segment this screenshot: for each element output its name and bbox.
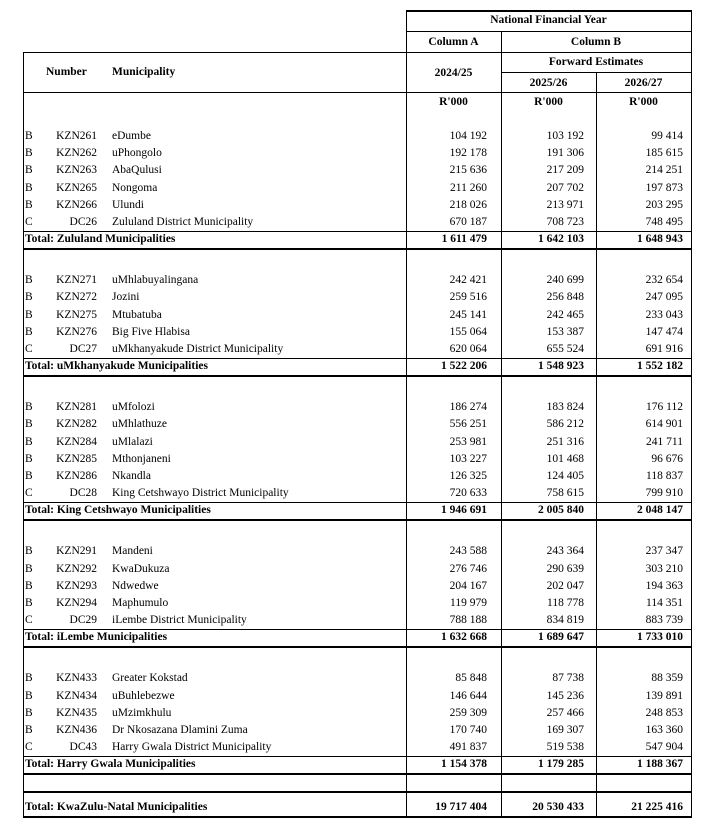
row-value-2025-26: 251 316	[546, 435, 584, 448]
row-value-2026-27: 799 910	[645, 487, 683, 500]
row-value-2024-25: 186 274	[449, 401, 487, 414]
row-municipality: uMhlabuyalingana	[112, 274, 199, 287]
row-municipality: uBuhlebezwe	[112, 689, 175, 702]
row-municipality: eDumbe	[112, 130, 151, 142]
row-value-2025-26: 242 465	[546, 308, 584, 321]
row-value-2024-25: 556 251	[449, 418, 487, 431]
table-right-border	[691, 10, 692, 817]
row-value-2026-27: 303 210	[645, 562, 683, 575]
column-b2-left-border	[596, 72, 597, 817]
row-code: KZN261	[56, 130, 97, 142]
row-value-2025-26: 145 236	[546, 689, 584, 702]
row-value-2025-26: 257 466	[546, 706, 584, 719]
row-code: KZN436	[56, 724, 97, 736]
row-value-2026-27: 147 474	[645, 325, 683, 338]
row-value-2025-26: 217 209	[546, 164, 584, 177]
row-value-2026-27: 114 351	[646, 597, 683, 609]
unit-col-b2: R'000	[629, 96, 658, 108]
row-category: B	[25, 418, 33, 431]
row-value-2025-26: 183 824	[546, 401, 584, 414]
row-category: B	[25, 706, 33, 719]
row-value-2024-25: 155 064	[449, 325, 487, 338]
section-total-2026-27: 1 648 943	[637, 233, 683, 246]
row-value-2025-26: 103 192	[546, 130, 584, 142]
row-value-2024-25: 85 848	[455, 672, 487, 685]
row-value-2024-25: 211 260	[450, 181, 487, 194]
row-municipality: uMhlathuze	[112, 418, 167, 431]
column-b-left-border	[501, 31, 502, 817]
grand-total-top-rule	[23, 791, 692, 793]
row-value-2024-25: 720 633	[449, 487, 487, 500]
section-total-label: Total: Zululand Municipalities	[25, 233, 176, 246]
row-municipality: Big Five Hlabisa	[112, 325, 190, 338]
section-total-2025-26: 1 689 647	[538, 631, 584, 644]
row-value-2026-27: 203 295	[645, 198, 683, 211]
row-code: KZN285	[56, 452, 97, 465]
row-code: DC27	[69, 343, 97, 355]
grand-total-2026-27: 21 225 416	[631, 801, 683, 814]
section-total-2025-26: 2 005 840	[538, 504, 584, 517]
row-category: B	[25, 672, 33, 685]
row-category: B	[25, 274, 33, 287]
row-municipality: Maphumulo	[112, 597, 169, 609]
row-value-2026-27: 547 904	[645, 741, 683, 754]
row-category: B	[25, 308, 33, 321]
row-value-2026-27: 247 095	[645, 291, 683, 304]
group-title: National Financial Year	[490, 14, 607, 26]
row-municipality: uMkhanyakude District Municipality	[112, 343, 284, 355]
row-municipality: uMzimkhulu	[112, 706, 172, 719]
row-value-2025-26: 87 738	[552, 672, 584, 685]
row-municipality: Zululand District Municipality	[112, 216, 254, 228]
row-code: KZN294	[56, 597, 97, 609]
row-value-2026-27: 748 495	[645, 216, 683, 228]
grand-total-2025-26: 20 530 433	[532, 801, 584, 814]
row-value-2025-26: 191 306	[546, 147, 584, 160]
row-category: B	[25, 470, 33, 482]
row-code: KZN276	[56, 325, 97, 338]
municipality-header: Municipality	[112, 66, 176, 78]
row-code: KZN293	[56, 579, 97, 592]
row-value-2026-27: 88 359	[651, 672, 683, 685]
unit-col-b1: R'000	[534, 96, 563, 108]
row-value-2025-26: 758 615	[546, 487, 584, 500]
row-municipality: KwaDukuza	[112, 562, 170, 575]
row-value-2024-25: 253 981	[449, 435, 487, 448]
year-2026-27: 2026/27	[624, 77, 663, 89]
row-value-2026-27: 185 615	[645, 147, 683, 160]
row-value-2024-25: 259 309	[449, 706, 487, 719]
row-category: B	[25, 435, 33, 448]
row-value-2026-27: 96 676	[651, 452, 683, 465]
row-code: KZN263	[56, 164, 97, 177]
row-value-2025-26: 256 848	[546, 291, 584, 304]
header-top-rule	[406, 10, 692, 12]
row-value-2026-27: 232 654	[645, 274, 683, 287]
row-value-2024-25: 242 421	[449, 274, 487, 287]
grand-total-label: Total: KwaZulu-Natal Municipalities	[25, 801, 208, 814]
row-value-2024-25: 670 187	[449, 216, 487, 228]
row-municipality: Jozini	[112, 291, 140, 304]
section-total-label: Total: uMkhanyakude Municipalities	[25, 360, 208, 373]
row-code: DC43	[69, 741, 97, 754]
column-b-label: Column B	[570, 36, 622, 48]
column-a-label: Column A	[428, 36, 479, 48]
row-code: KZN291	[56, 545, 97, 558]
row-municipality: uPhongolo	[112, 147, 162, 160]
row-value-2025-26: 655 524	[546, 343, 584, 355]
year-2024-25: 2024/25	[434, 67, 473, 79]
row-value-2025-26: 834 819	[546, 614, 584, 627]
row-category: B	[25, 147, 33, 160]
table-left-border	[23, 52, 24, 817]
row-value-2025-26: 290 639	[546, 562, 584, 575]
row-municipality: AbaQulusi	[112, 164, 162, 177]
section-total-label: Total: King Cetshwayo Municipalities	[25, 504, 211, 517]
row-code: KZN281	[56, 401, 97, 414]
row-municipality: Ndwedwe	[112, 579, 159, 592]
row-code: DC26	[69, 216, 97, 228]
row-value-2024-25: 276 746	[449, 562, 487, 575]
row-value-2026-27: 214 251	[645, 164, 683, 177]
row-code: KZN434	[56, 689, 97, 702]
row-value-2026-27: 197 873	[645, 181, 683, 194]
row-value-2024-25: 126 325	[449, 470, 487, 482]
row-value-2025-26: 101 468	[546, 452, 584, 465]
row-category: C	[25, 216, 33, 228]
row-value-2024-25: 245 141	[449, 308, 487, 321]
row-value-2024-25: 259 516	[449, 291, 487, 304]
row-value-2024-25: 218 026	[449, 198, 487, 211]
row-code: KZN262	[56, 147, 97, 160]
row-municipality: Harry Gwala District Municipality	[112, 741, 272, 754]
row-value-2026-27: 248 853	[645, 706, 683, 719]
section-total-2025-26: 1 642 103	[538, 233, 584, 246]
header-rule-1	[406, 31, 692, 32]
row-category: B	[25, 325, 33, 338]
row-value-2026-27: 176 112	[646, 401, 683, 414]
row-value-2024-25: 620 064	[449, 343, 487, 355]
row-municipality: Ulundi	[112, 198, 144, 211]
section-total-2024-25: 1 632 668	[441, 631, 487, 644]
row-value-2026-27: 691 916	[645, 343, 683, 355]
row-code: KZN435	[56, 706, 97, 719]
row-value-2024-25: 192 178	[449, 147, 487, 160]
row-category: C	[25, 741, 33, 754]
header-rule-2	[23, 52, 692, 53]
section-total-2024-25: 1 522 206	[441, 360, 487, 373]
row-municipality: Dr Nkosazana Dlamini Zuma	[112, 724, 248, 736]
section-total-bottom-rule	[23, 773, 692, 775]
section-total-label: Total: iLembe Municipalities	[25, 631, 168, 644]
section-total-2024-25: 1 154 378	[441, 758, 487, 771]
unit-col-a: R'000	[439, 96, 468, 108]
row-category: C	[25, 343, 33, 355]
row-municipality: Greater Kokstad	[112, 672, 188, 685]
row-value-2025-26: 118 778	[547, 597, 584, 609]
row-category: B	[25, 181, 33, 194]
row-value-2024-25: 103 227	[449, 452, 487, 465]
row-value-2026-27: 139 891	[645, 689, 683, 702]
row-code: KZN284	[56, 435, 97, 448]
row-code: KZN292	[56, 562, 97, 575]
row-value-2026-27: 233 043	[645, 308, 683, 321]
row-category: B	[25, 724, 33, 736]
row-category: B	[25, 597, 33, 609]
row-municipality: King Cetshwayo District Municipality	[112, 487, 289, 500]
row-category: B	[25, 401, 33, 414]
row-code: KZN266	[56, 198, 97, 211]
row-value-2024-25: 243 588	[449, 545, 487, 558]
section-total-2024-25: 1 611 479	[441, 233, 487, 246]
row-municipality: uMfolozi	[112, 401, 155, 414]
row-value-2026-27: 614 901	[645, 418, 683, 431]
row-value-2024-25: 491 837	[449, 741, 487, 754]
row-municipality: Mtubatuba	[112, 308, 162, 321]
row-code: KZN275	[56, 308, 97, 321]
row-code: DC28	[69, 487, 97, 500]
row-value-2026-27: 194 363	[645, 579, 683, 592]
row-value-2026-27: 241 711	[646, 435, 683, 448]
row-value-2025-26: 124 405	[546, 470, 584, 482]
number-header: Number	[46, 66, 87, 78]
row-value-2025-26: 213 971	[546, 198, 584, 211]
section-total-bottom-rule	[23, 248, 692, 250]
row-value-2024-25: 146 644	[449, 689, 487, 702]
year-2025-26: 2025/26	[529, 77, 568, 89]
row-category: B	[25, 689, 33, 702]
row-category: B	[25, 291, 33, 304]
row-value-2026-27: 163 360	[645, 724, 683, 736]
row-value-2025-26: 708 723	[546, 216, 584, 228]
section-total-bottom-rule	[23, 646, 692, 648]
row-value-2024-25: 204 167	[449, 579, 487, 592]
row-value-2026-27: 99 414	[651, 130, 683, 142]
row-code: KZN282	[56, 418, 97, 431]
row-category: C	[25, 487, 33, 500]
row-municipality: uMlalazi	[112, 435, 153, 448]
row-category: B	[25, 452, 33, 465]
section-total-2026-27: 1 188 367	[637, 758, 683, 771]
row-code: KZN433	[56, 672, 97, 685]
row-category: B	[25, 164, 33, 177]
header-rule-4	[23, 92, 692, 93]
row-category: B	[25, 562, 33, 575]
row-value-2025-26: 586 212	[546, 418, 584, 431]
row-value-2026-27: 118 837	[646, 470, 683, 482]
row-municipality: Mandeni	[112, 545, 153, 558]
row-municipality: Nongoma	[112, 181, 158, 194]
row-value-2025-26: 240 699	[546, 274, 584, 287]
row-value-2025-26: 519 538	[546, 741, 584, 754]
row-code: KZN286	[56, 470, 97, 482]
section-total-bottom-rule	[23, 519, 692, 521]
row-code: KZN272	[56, 291, 97, 304]
row-value-2024-25: 215 636	[449, 164, 487, 177]
row-value-2025-26: 153 387	[546, 325, 584, 338]
section-total-2025-26: 1 179 285	[538, 758, 584, 771]
row-category: C	[25, 614, 33, 627]
row-municipality: iLembe District Municipality	[112, 614, 247, 627]
row-value-2025-26: 243 364	[546, 545, 584, 558]
row-value-2026-27: 237 347	[645, 545, 683, 558]
row-value-2024-25: 170 740	[449, 724, 487, 736]
row-category: B	[25, 198, 33, 211]
row-code: KZN271	[56, 274, 97, 287]
row-code: KZN265	[56, 181, 97, 194]
section-total-2024-25: 1 946 691	[441, 504, 487, 517]
section-total-label: Total: Harry Gwala Municipalities	[25, 758, 196, 771]
row-value-2025-26: 207 702	[546, 181, 584, 194]
row-code: DC29	[69, 614, 97, 627]
row-value-2026-27: 883 739	[645, 614, 683, 627]
section-total-2026-27: 2 048 147	[637, 504, 683, 517]
column-a-left-border	[406, 10, 407, 817]
row-value-2025-26: 202 047	[546, 579, 584, 592]
grand-total-2024-25: 19 717 404	[435, 801, 487, 814]
row-category: B	[25, 130, 33, 142]
section-total-2026-27: 1 552 182	[637, 360, 683, 373]
row-value-2024-25: 788 188	[449, 614, 487, 627]
section-total-bottom-rule	[23, 375, 692, 377]
row-value-2024-25: 104 192	[449, 130, 487, 142]
row-category: B	[25, 545, 33, 558]
row-value-2025-26: 169 307	[546, 724, 584, 736]
row-municipality: Nkandla	[112, 470, 151, 482]
section-total-2025-26: 1 548 923	[538, 360, 584, 373]
row-value-2024-25: 119 979	[450, 597, 487, 609]
forward-estimates-label: Forward Estimates	[548, 56, 644, 68]
section-total-2026-27: 1 733 010	[637, 631, 683, 644]
row-category: B	[25, 579, 33, 592]
row-municipality: Mthonjaneni	[112, 452, 171, 465]
